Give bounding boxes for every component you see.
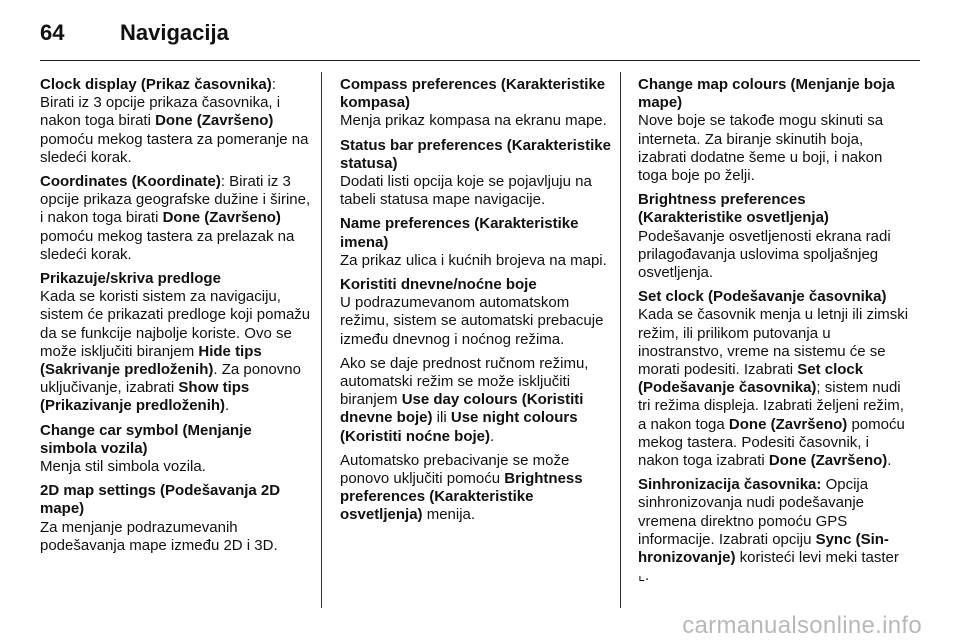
body-text: Podešavanje osvetljenosti ekrana radi prilagođavanja uslovima spoljašnjeg osvetljenja. xyxy=(638,227,891,282)
body-text: Menja stil simbola vozila. xyxy=(40,458,206,476)
text-entry xyxy=(340,215,612,270)
page-header xyxy=(40,20,229,50)
text-entry xyxy=(40,76,312,167)
body-text: Za prikaz ulica i kućnih brojeva na mapi. xyxy=(340,251,607,269)
bold-term: Use day colours (Koristiti dnevne boje) xyxy=(340,391,584,427)
body-text: : Birati iz 3 opcije prikaza časovnika, i nakon toga birati xyxy=(40,76,281,130)
text-entry xyxy=(40,422,312,477)
body-text: menija. xyxy=(422,506,476,524)
bold-term: Brightness preferences (Karakteristike osvetljenja) xyxy=(340,470,583,524)
text-entry xyxy=(340,137,612,210)
body-text: . Za ponovno uključivanje, izabrati xyxy=(40,361,301,397)
body-text: koristeći levi meki taster ⌞. xyxy=(638,549,899,585)
entry-heading: Prikazuje/skriva predloge xyxy=(40,270,221,288)
body-text: U podrazumevanom automatskom režimu, sistem se automatski prebacuje između dnevnog i noćnog režima. xyxy=(340,294,604,348)
column-divider xyxy=(321,72,322,608)
entry-heading: Koristiti dnevne/noćne boje xyxy=(340,276,537,294)
entry-heading: Sinhronizacija časovnika: xyxy=(638,476,822,494)
entry-heading: Status bar preferences (Karakteristike statusa) xyxy=(340,136,611,172)
bold-term: Done (Završeno) xyxy=(155,112,274,130)
body-text: . xyxy=(490,427,495,445)
body-text: Za menjanje podrazumevanih podešavanja mape između 2D i 3D. xyxy=(40,518,278,554)
bold-term: Hide tips (Sakrivanje predloženih) xyxy=(40,342,262,379)
body-text: Dodati listi opcija koje se pojavljuju na tabeli statusa mape navigacije. xyxy=(340,173,592,209)
watermark: carmanualsonline.info xyxy=(682,612,922,639)
body-text: Nove boje se takođe mogu skinuti sa interneta. Za biranje skinutih boja, izabrati dodatne šeme u boji, i nakon toga boje po želji. xyxy=(638,112,884,185)
body-text: pomoću mekog tastera. Podesiti časovnik, i nakon toga izabrati xyxy=(638,415,905,470)
body-text: Menja prikaz kompasa na ekranu mape. xyxy=(340,112,607,130)
entry-heading: Clock display (Prikaz časovnika) xyxy=(40,76,272,93)
text-entry xyxy=(638,76,910,185)
text-column-2 xyxy=(340,76,612,531)
body-text: Kada se koristi sistem za navigaciju, sistem će prikazati predloge koji pomažu da se funkcije najbolje koriste. Ovo se može isključiti biranjem xyxy=(40,288,311,360)
page-number: 64 xyxy=(40,20,65,45)
entry-heading: Change map colours (Menjanje boja mape) xyxy=(638,76,895,112)
text-entry xyxy=(40,482,312,555)
entry-heading: Set clock (Podešavanje časovnika) xyxy=(638,288,887,306)
text-entry xyxy=(638,476,910,585)
bold-term: Use night colours (Koristiti noćne boje) xyxy=(340,409,578,445)
text-entry xyxy=(40,270,312,416)
text-entry xyxy=(638,288,910,470)
body-text: Automatsko prebacivanje se može ponovo uključiti pomoću xyxy=(340,451,570,488)
page-title: Navigacija xyxy=(120,20,229,45)
text-entry xyxy=(638,191,910,282)
entry-heading: 2D map settings (Podešavanja 2D mape) xyxy=(40,482,281,518)
body-text: ; sistem nudi tri režima displeja. Izabrati željeni režim, a nakon toga xyxy=(638,379,904,433)
body-text: pomoću mekog tastera za prelazak na sledeći korak. xyxy=(40,227,295,263)
body-text: ili xyxy=(432,409,451,427)
body-text: Ako se daje prednost ručnom režimu, automatski režim se može isključiti biranjem xyxy=(340,354,589,409)
text-column-3 xyxy=(638,76,910,591)
text-entry xyxy=(340,452,612,525)
column-divider xyxy=(620,72,621,608)
body-text: Kada se časovnik menja u letnji ili zimski režim, ili prilikom putovanja u inostranstvo, vreme na sistemu će se morati podesiti. Izabrati xyxy=(638,306,909,379)
entry-heading: Brightness preferences (Karakteristike osvetljenja) xyxy=(638,191,829,227)
body-text: : Birati iz 3 opcije prikaza geografske dužine i širine, i nakon toga birati xyxy=(40,173,311,227)
bold-term: Done (Završeno) xyxy=(728,415,848,433)
bold-term: Show tips (Prikazivanje predloženih) xyxy=(40,379,250,415)
entry-heading: Name preferences (Karakteristike imena) xyxy=(340,215,579,251)
text-entry xyxy=(340,355,612,446)
body-text: Opcija sinhronizovanja nudi podešavanje vremena direktno pomoću GPS informacije. Izabrati opciju xyxy=(638,476,869,548)
bold-term: Set clock (Podešavanje časovnika) xyxy=(638,361,864,397)
bold-term: Done (Završeno) xyxy=(162,209,281,227)
text-entry xyxy=(340,76,612,131)
entry-heading: Compass preferences (Karakteristike kompasa) xyxy=(340,76,606,112)
body-text: pomoću mekog tastera za pomeranje na sledeći korak. xyxy=(40,130,309,166)
text-entry xyxy=(40,173,312,264)
entry-heading: Coordinates (Koordinate) xyxy=(40,173,221,191)
bold-term: Done (Završeno) xyxy=(768,452,888,470)
text-column-1 xyxy=(40,76,312,561)
bold-term: Sync (Sin-hronizovanje) xyxy=(638,530,889,567)
body-text: . xyxy=(225,397,230,415)
entry-heading: Change car symbol (Menjanje simbola vozila) xyxy=(40,421,252,457)
body-text: . xyxy=(887,452,892,470)
text-entry xyxy=(340,276,612,349)
header-rule xyxy=(40,60,920,61)
